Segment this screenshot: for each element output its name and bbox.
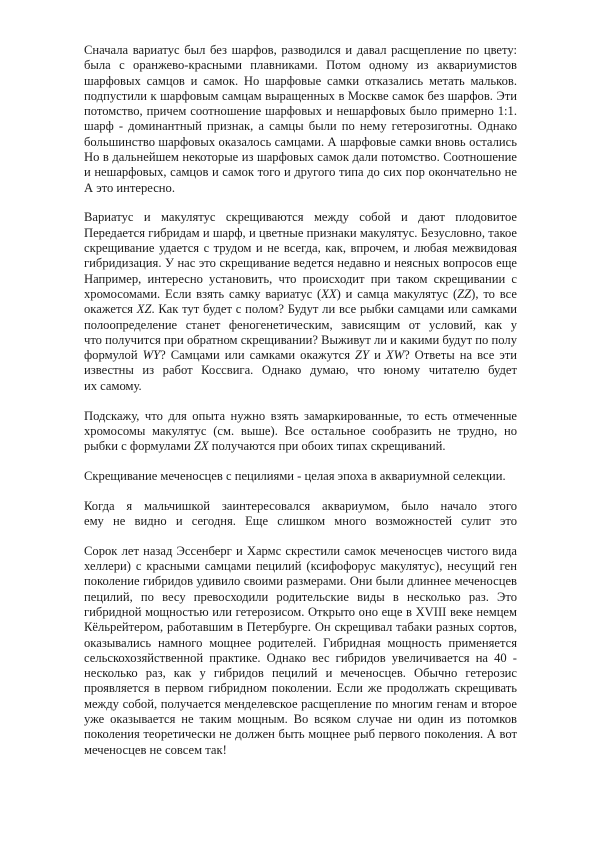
text-line	[84, 409, 517, 424]
text-line: поколение гибридов удивило своими размерами. Они были длиннее меченосцев	[84, 574, 517, 589]
text-segment: . Как тут будет с полом? Будут ли все рыбки самцами или самками	[151, 302, 517, 317]
document-page	[84, 43, 517, 772]
text-line: большинство шарфовых оказалось самцами. А шарфовые самки вновь остались	[84, 134, 517, 149]
text-line: проявляется в первом гибридном поколении. Если же продолжать скрещивать	[84, 681, 517, 696]
text-line: несколько раз, как у гибридов пецилий и меченосцев. Обычно гетерозис	[84, 666, 517, 681]
text-line	[84, 348, 517, 363]
text-segment: Подскажу, что для опыта нужно взять замаркированные, то есть отмеченные	[84, 408, 517, 423]
text-line: хромосомы макулятус (см. выше). Все остальное сообразить не трудно, но	[84, 423, 517, 438]
paragraph	[84, 469, 517, 484]
text-segment: ) и самца макулятус (	[336, 286, 458, 301]
text-line: меченосцев не совсем так!	[84, 742, 227, 757]
text-line: и нешарфовых, самцов и самок того и другого типа до сих пор окончательно не	[84, 165, 517, 180]
text-segment: ? Ответы на все эти	[404, 348, 517, 363]
text-line: Но в дальнейшем некоторые из шарфовых самок дали потомство. Соотношение	[84, 150, 517, 165]
text-line: скрещивание удается с трудом и не всегда, как, впрочем, и любая межвидовая	[84, 241, 517, 256]
text-segment: окажется	[84, 302, 137, 317]
text-line: их самому.	[84, 378, 142, 393]
text-line: потомство, причем соотношение шарфовых и нешарфовых было примерно 1:1.	[84, 104, 517, 119]
text-segment: хеллери) с красными самцами пецилий (ксифофорус макулятус), несущий ген	[84, 559, 517, 574]
text-segment: хромосомами. Если взять самку вариатус (	[84, 286, 322, 301]
text-line: гибридной мощностью или гетерозисом. Открыто оно еще в XVIII веке немцем	[84, 605, 517, 619]
text-line: Сначала вариатус был без шарфов, разводился и давал расщепление по цвету:	[84, 43, 517, 57]
paragraph	[84, 210, 517, 394]
text-segment: и	[369, 348, 386, 363]
text-line: Передается гибридам и шарф, и цветные признаки макулятус. Безусловно, такое	[84, 225, 517, 240]
text-line: пецилий, по весу превосходили родительские виды в несколько раз. Это	[84, 589, 517, 604]
text-line	[84, 559, 517, 574]
paragraph	[84, 43, 517, 196]
text-line: шарфовых самцов и самок. Но шарфовые самки отказались метать мальков.	[84, 73, 517, 88]
text-line: Кёльрейтером, работавшим в Петербурге. Он скрещивал табаки разных сортов,	[84, 620, 517, 635]
text-segment: получаются при обоих типах скрещиваний.	[208, 439, 446, 454]
text-line: шарф - доминантный признак, а самцы были по нему гетерозиготны. Однако	[84, 119, 517, 134]
text-line: ему не видно и сегодня. Еще слишком много возможностей сулит это	[84, 514, 517, 529]
paragraph	[84, 409, 517, 455]
text-line: сельскохозяйственной практике. Однако вес гибридов увеличивается на 40 -	[84, 650, 517, 665]
paragraph	[84, 499, 517, 530]
italic-term: ZX	[193, 439, 209, 454]
text-line: подпустили к шарфовым самцам выращенных в Москве самок без шарфов. Эти	[84, 88, 517, 103]
text-line: Сорок лет назад Эссенберг и Хармс скрестили самок меченосцев чистого вида	[84, 543, 517, 558]
text-line	[84, 302, 517, 317]
text-line: Вариатус и макулятус скрещиваются между собой и дают плодовитое	[84, 210, 517, 225]
text-line: оказывались намного мощнее родителей. Гибридная мощность применяется	[84, 635, 517, 650]
text-line: между собой, получается менделевское расщепление по многим генам и второе	[84, 696, 517, 711]
italic-term: XW	[385, 348, 405, 363]
text-segment: ? Самцами или самками окажутся	[160, 348, 356, 363]
italic-term: WY	[142, 348, 161, 363]
text-segment: формулой	[84, 348, 143, 363]
text-line: уже оказывается не таким мощным. Во всяком случае ни один из потомков	[84, 712, 517, 727]
text-line: Когда я мальчишкой заинтересовался аквариумом, было начало этого	[84, 498, 517, 513]
text-line: известны из работ Коссвига. Однако думаю, что юному читателю будет	[84, 363, 517, 378]
text-line: была с оранжево-красными плавниками. Потом одному из аквариумистов	[84, 58, 517, 73]
text-line: Скрещивание меченосцев с пецилиями - целая эпоха в аквариумной селекции.	[84, 468, 506, 483]
italic-term: ZY	[355, 348, 370, 363]
text-line	[84, 439, 517, 454]
text-line: Например, интересно установить, что происходит при таком скрещивании с	[84, 271, 517, 286]
text-line: поколения теоретически не должен быть мощнее рыб первого поколения. А вот	[84, 727, 517, 742]
text-segment: рыбки с формулами	[84, 439, 194, 454]
italic-term: XX	[321, 286, 337, 301]
italic-term: XZ	[136, 302, 152, 317]
text-line: гибридизация. У нас это скрещивание ведется недавно и неясных вопросов еще	[84, 256, 517, 271]
text-line: полоопределение станет феногенетическим, зависящим от условий, как у	[84, 317, 517, 332]
text-line: А это интересно.	[84, 180, 175, 195]
text-line	[84, 287, 517, 302]
paragraph	[84, 544, 517, 758]
italic-term: ZZ	[457, 286, 472, 301]
text-segment: ), то все	[471, 286, 517, 301]
text-line: что получится при обратном скрещивании? Выживут ли и какими будут по полу	[84, 332, 517, 347]
